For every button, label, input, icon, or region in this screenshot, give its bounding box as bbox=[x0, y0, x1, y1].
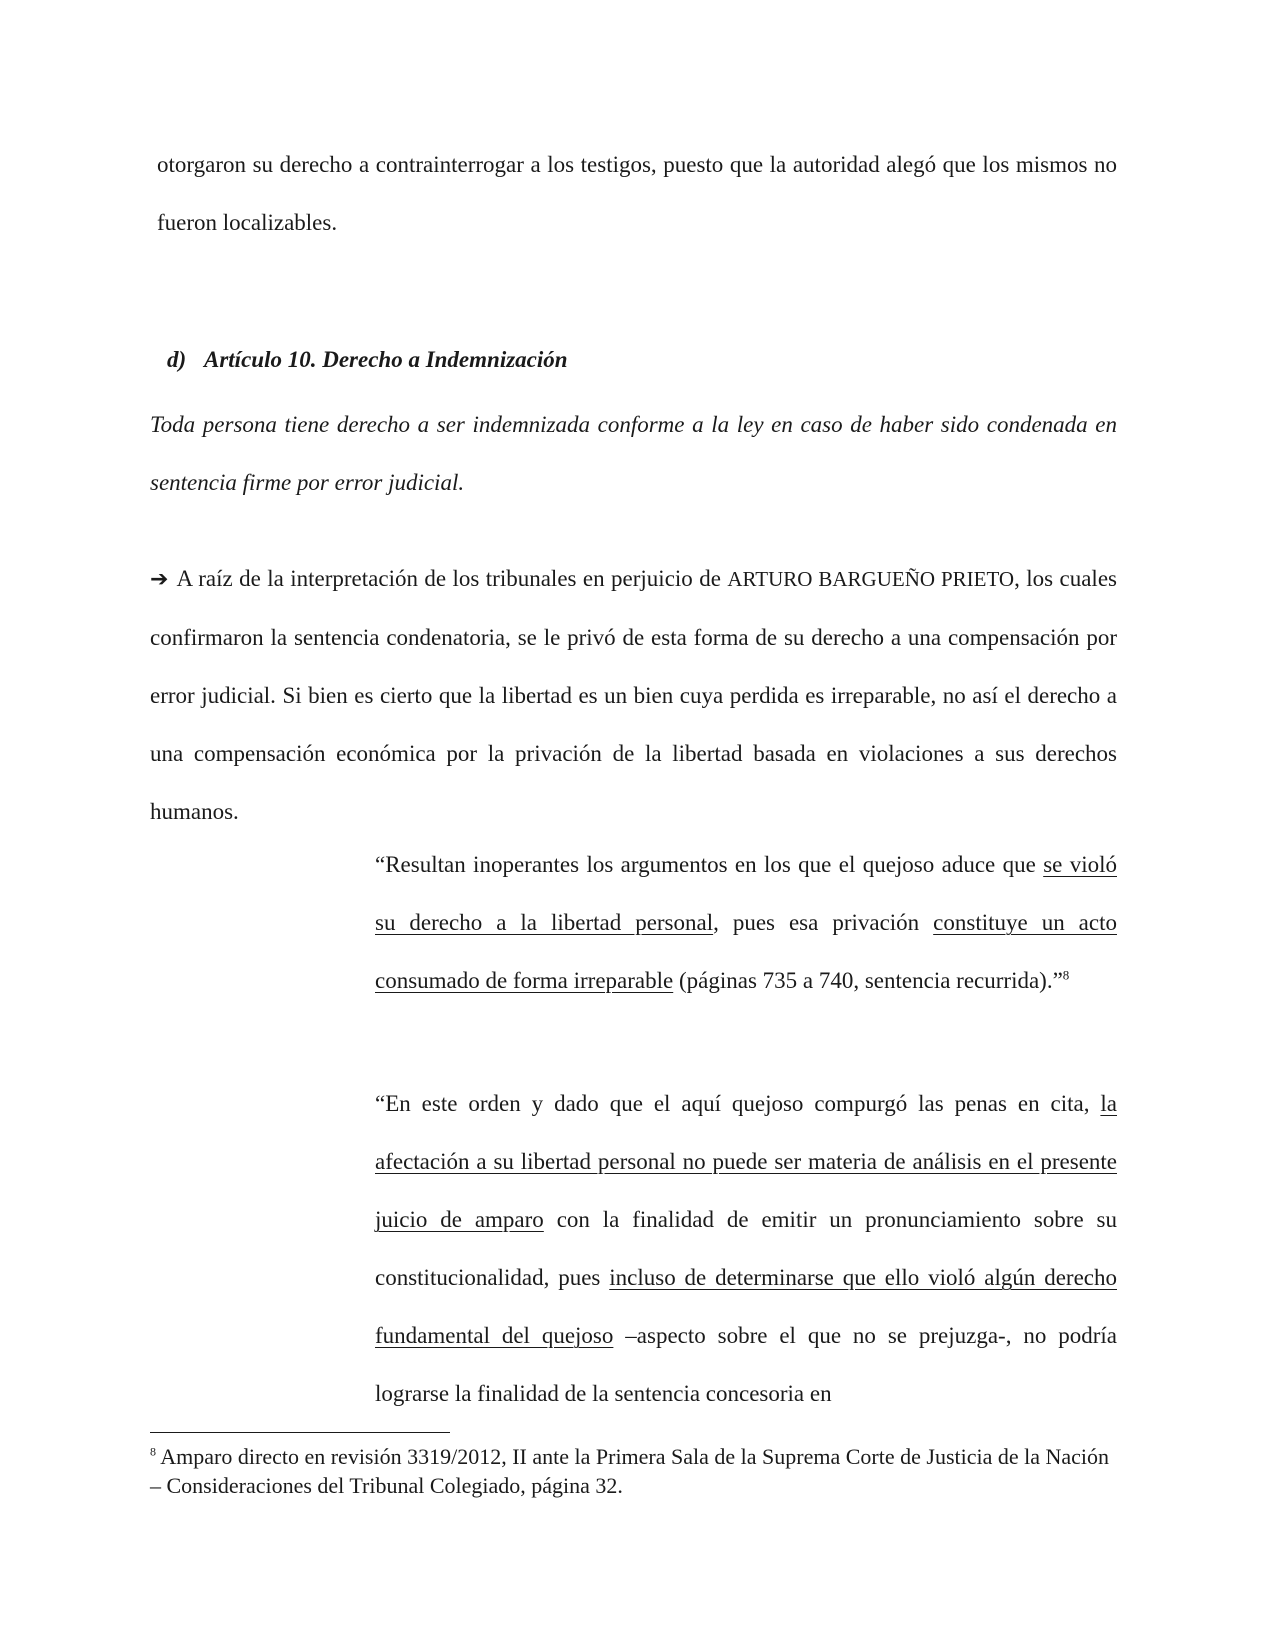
quote-2-text-3: –aspecto sobre el que no se prejuzga-, no podría lograrse la finalidad de la sentencia concesoria en bbox=[375, 1323, 1117, 1406]
section-heading bbox=[167, 345, 568, 375]
quote-2-underline-2: incluso de determinarse que ello violó algún derecho fundamental del quejoso bbox=[375, 1265, 1117, 1348]
heading-title: Artículo 10. Derecho a Indemnización bbox=[204, 347, 568, 372]
main-paragraph-part1: A raíz de la interpretación de los tribunales en perjuicio de bbox=[176, 566, 728, 591]
footnote-text: Amparo directo en revisión 3319/2012, II ante la Primera Sala de la Suprema Corte de Justicia de la Nación – Consideraciones del Tribunal Colegiado, página 32. bbox=[150, 1444, 1110, 1498]
quote-1-text-2: , pues esa privación bbox=[713, 910, 934, 935]
footnote-number: 8 bbox=[150, 1444, 156, 1459]
quote-2-text-1: “En este orden y dado que el aquí quejoso compurgó las penas en cita, bbox=[375, 1091, 1101, 1116]
quote-2-text-2: con la finalidad de emitir un pronunciamiento sobre su constitucionalidad, pues bbox=[375, 1207, 1117, 1290]
heading-letter: d) bbox=[167, 347, 187, 372]
paragraph-top: otorgaron su derecho a contrainterrogar a los testigos, puesto que la autoridad alegó que los mismos no fueron localizables. bbox=[157, 152, 1117, 235]
person-name: ARTURO BARGUEÑO PRIETO bbox=[727, 567, 1015, 591]
right-arrow-icon: ➔ bbox=[150, 567, 169, 592]
footnote-separator bbox=[150, 1432, 450, 1433]
quote-2-underline-1: la afectación a su libertad personal no puede ser materia de análisis en el presente juicio de amparo bbox=[375, 1091, 1117, 1232]
main-paragraph-part2: , los cuales confirmaron la sentencia condenatoria, se le privó de esta forma de su derecho a una compensación por error judicial. Si bien es cierto que la libertad es un bien cuya perdida es irreparable, no así el derecho a una compensación económica por la privación de la libertad basada en violaciones a sus derechos humanos. bbox=[150, 566, 1117, 824]
quote-1-underline-1: se violó su derecho a la libertad personal bbox=[375, 852, 1117, 935]
footnote-reference[interactable]: 8 bbox=[1062, 967, 1070, 983]
quote-1-text-1: “Resultan inoperantes los argumentos en los que el quejoso aduce que bbox=[375, 852, 1044, 877]
quote-1-text-3: (páginas 735 a 740, sentencia recurrida).” bbox=[673, 968, 1063, 993]
footnote bbox=[150, 1442, 1110, 1500]
block-quote-1 bbox=[375, 836, 1117, 1010]
quote-1-underline-2: constituye un acto consumado de forma irreparable bbox=[375, 910, 1117, 993]
block-quote-2 bbox=[375, 1075, 1117, 1423]
main-paragraph bbox=[150, 550, 1117, 841]
article-text: Toda persona tiene derecho a ser indemnizada conforme a la ley en caso de haber sido condenada en sentencia firme por error judicial. bbox=[150, 412, 1117, 495]
